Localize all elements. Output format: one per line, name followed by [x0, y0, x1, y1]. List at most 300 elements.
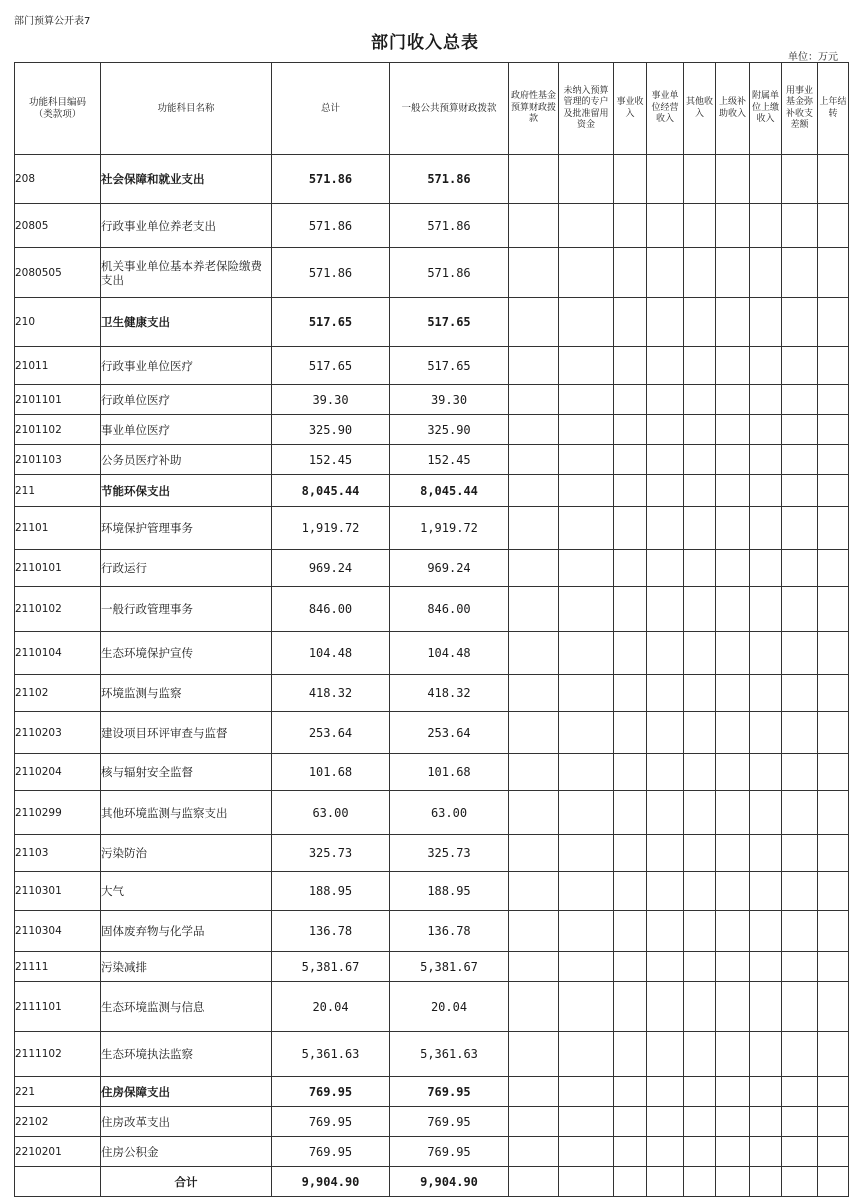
cell-empty: [647, 507, 684, 550]
col-header-subordinate-remit: 附属单位上缴收入: [750, 63, 782, 155]
cell-empty: [559, 952, 614, 982]
cell-code: 211: [15, 475, 101, 507]
cell-name: 住房保障支出: [101, 1077, 272, 1107]
cell-empty: [684, 1137, 716, 1167]
cell-empty: [509, 1107, 559, 1137]
col-header-operating-income: 事业单位经营收入: [647, 63, 684, 155]
page-title: 部门收入总表: [371, 33, 479, 53]
cell-empty: [750, 550, 782, 587]
table-row: [15, 712, 849, 754]
cell-empty: [509, 675, 559, 712]
cell-general-budget: 846.00: [390, 587, 509, 632]
cell-empty: [647, 712, 684, 754]
cell-total: 571.86: [272, 155, 390, 204]
cell-empty: [818, 1107, 849, 1137]
table-row: [15, 550, 849, 587]
cell-empty: [782, 385, 818, 415]
cell-name: 行政单位医疗: [101, 385, 272, 415]
cell-empty: [614, 248, 647, 298]
cell-empty: [684, 347, 716, 385]
cell-general-budget: 969.24: [390, 550, 509, 587]
cell-empty: [684, 445, 716, 475]
income-summary-table: [14, 62, 849, 1197]
cell-empty: [750, 632, 782, 675]
cell-total: 1,919.72: [272, 507, 390, 550]
cell-empty: [614, 347, 647, 385]
cell-empty: [782, 475, 818, 507]
cell-total: 5,381.67: [272, 952, 390, 982]
cell-total: 325.73: [272, 835, 390, 872]
cell-empty: [509, 952, 559, 982]
cell-empty: [614, 550, 647, 587]
cell-general-budget: 152.45: [390, 445, 509, 475]
cell-empty: [818, 155, 849, 204]
cell-empty: [559, 632, 614, 675]
cell-empty: [716, 587, 750, 632]
cell-empty: [782, 1137, 818, 1167]
cell-empty: [716, 475, 750, 507]
cell-empty: [750, 712, 782, 754]
cell-name: 公务员医疗补助: [101, 445, 272, 475]
cell-empty: [614, 712, 647, 754]
cell-empty: [509, 347, 559, 385]
cell-total: 846.00: [272, 587, 390, 632]
cell-empty: [782, 791, 818, 835]
cell-empty: [509, 791, 559, 835]
cell-empty: [647, 791, 684, 835]
cell-empty: [509, 587, 559, 632]
cell-empty: [559, 1032, 614, 1077]
cell-empty: [818, 347, 849, 385]
cell-empty: [782, 1032, 818, 1077]
cell-code: 2080505: [15, 248, 101, 298]
cell-empty: [716, 385, 750, 415]
cell-empty: [750, 445, 782, 475]
cell-empty: [716, 982, 750, 1032]
cell-total: 571.86: [272, 204, 390, 248]
cell-empty: [509, 204, 559, 248]
table-row: [15, 911, 849, 952]
cell-empty: [559, 475, 614, 507]
cell-empty: [782, 248, 818, 298]
cell-empty: [782, 675, 818, 712]
cell-empty: [818, 791, 849, 835]
cell-empty: [818, 475, 849, 507]
cell-empty: [818, 872, 849, 911]
cell-empty: [716, 952, 750, 982]
col-header-superior-subsidy: 上级补助收入: [716, 63, 750, 155]
cell-empty: [684, 982, 716, 1032]
cell-empty: [716, 248, 750, 298]
cell-empty: [647, 754, 684, 791]
cell-empty: [614, 475, 647, 507]
table-row: [15, 835, 849, 872]
cell-empty: [782, 445, 818, 475]
cell-empty: [782, 1077, 818, 1107]
cell-empty: [716, 1167, 750, 1197]
cell-name: 生态环境监测与信息: [101, 982, 272, 1032]
cell-total: 8,045.44: [272, 475, 390, 507]
col-header-business-fund: 用事业基金弥补收支差额: [782, 63, 818, 155]
cell-empty: [818, 385, 849, 415]
cell-empty: [614, 911, 647, 952]
cell-empty: [614, 835, 647, 872]
cell-empty: [716, 754, 750, 791]
cell-code: 2111101: [15, 982, 101, 1032]
cell-empty: [684, 712, 716, 754]
cell-code: 21111: [15, 952, 101, 982]
cell-empty: [647, 550, 684, 587]
cell-empty: [750, 872, 782, 911]
cell-name: 行政运行: [101, 550, 272, 587]
cell-total: 152.45: [272, 445, 390, 475]
cell-empty: [818, 1077, 849, 1107]
cell-code: 208: [15, 155, 101, 204]
cell-empty: [684, 952, 716, 982]
cell-general-budget: 769.95: [390, 1077, 509, 1107]
cell-empty: [559, 415, 614, 445]
cell-empty: [614, 507, 647, 550]
cell-empty: [684, 754, 716, 791]
cell-general-budget: 188.95: [390, 872, 509, 911]
cell-empty: [716, 155, 750, 204]
cell-empty: [782, 835, 818, 872]
cell-empty: [614, 155, 647, 204]
table-row: [15, 754, 849, 791]
cell-empty: [750, 1107, 782, 1137]
cell-empty: [818, 507, 849, 550]
cell-empty: [782, 1167, 818, 1197]
cell-total: 571.86: [272, 248, 390, 298]
cell-empty: [684, 675, 716, 712]
cell-empty: [750, 791, 782, 835]
cell-general-budget: 101.68: [390, 754, 509, 791]
cell-name: 事业单位医疗: [101, 415, 272, 445]
cell-empty: [818, 248, 849, 298]
cell-empty: [716, 675, 750, 712]
table-row: [15, 1032, 849, 1077]
cell-empty: [509, 712, 559, 754]
cell-empty: [684, 415, 716, 445]
cell-empty: [614, 791, 647, 835]
table-row: [15, 952, 849, 982]
cell-empty: [559, 298, 614, 347]
table-row: [15, 475, 849, 507]
cell-empty: [509, 1167, 559, 1197]
table-row: [15, 632, 849, 675]
cell-empty: [750, 1077, 782, 1107]
cell-empty: [559, 155, 614, 204]
cell-general-budget: 136.78: [390, 911, 509, 952]
cell-total: 769.95: [272, 1137, 390, 1167]
cell-empty: [614, 872, 647, 911]
cell-empty: [750, 587, 782, 632]
cell-code: 21103: [15, 835, 101, 872]
cell-name: 一般行政管理事务: [101, 587, 272, 632]
cell-empty: [716, 1107, 750, 1137]
cell-empty: [818, 911, 849, 952]
cell-empty: [509, 415, 559, 445]
cell-code: 2101103: [15, 445, 101, 475]
cell-total: 517.65: [272, 298, 390, 347]
cell-empty: [716, 507, 750, 550]
cell-empty: [684, 1077, 716, 1107]
cell-empty: [614, 587, 647, 632]
cell-code: 2110104: [15, 632, 101, 675]
cell-total: 136.78: [272, 911, 390, 952]
cell-name: 住房公积金: [101, 1137, 272, 1167]
cell-empty: [750, 204, 782, 248]
cell-total: 63.00: [272, 791, 390, 835]
cell-general-budget: 5,381.67: [390, 952, 509, 982]
cell-empty: [684, 791, 716, 835]
table-row: [15, 204, 849, 248]
table-row: [15, 1137, 849, 1167]
table-row: [15, 445, 849, 475]
cell-empty: [750, 675, 782, 712]
cell-empty: [559, 1137, 614, 1167]
cell-total: 769.95: [272, 1077, 390, 1107]
cell-empty: [559, 835, 614, 872]
cell-empty: [782, 754, 818, 791]
cell-code: 2110304: [15, 911, 101, 952]
cell-general-budget: 571.86: [390, 204, 509, 248]
cell-general-budget: 63.00: [390, 791, 509, 835]
cell-empty: [509, 385, 559, 415]
total-label: 合计: [101, 1167, 272, 1197]
cell-empty: [750, 1137, 782, 1167]
cell-empty: [614, 952, 647, 982]
cell-empty: [716, 445, 750, 475]
cell-empty: [684, 1032, 716, 1077]
cell-empty: [614, 385, 647, 415]
cell-total: 253.64: [272, 712, 390, 754]
cell-empty: [509, 248, 559, 298]
table-row: [15, 1077, 849, 1107]
cell-code: 2110204: [15, 754, 101, 791]
form-number: 部门预算公开表7: [14, 16, 91, 27]
cell-empty: [716, 1137, 750, 1167]
cell-empty: [782, 712, 818, 754]
cell-empty: [818, 675, 849, 712]
cell-empty: [684, 507, 716, 550]
cell-empty: [559, 550, 614, 587]
col-header-other-income: 其他收入: [684, 63, 716, 155]
cell-empty: [818, 754, 849, 791]
cell-empty: [647, 155, 684, 204]
cell-empty: [818, 1137, 849, 1167]
cell-empty: [750, 754, 782, 791]
cell-empty: [684, 204, 716, 248]
cell-empty: [818, 550, 849, 587]
cell-empty: [684, 1107, 716, 1137]
cell-general-budget: 769.95: [390, 1137, 509, 1167]
cell-empty: [509, 298, 559, 347]
cell-general-budget: 769.95: [390, 1107, 509, 1137]
cell-empty: [509, 982, 559, 1032]
cell-name: 环境保护管理事务: [101, 507, 272, 550]
total-value: 9,904.90: [272, 1167, 390, 1197]
table-row: [15, 791, 849, 835]
cell-name: 生态环境保护宣传: [101, 632, 272, 675]
cell-total: 39.30: [272, 385, 390, 415]
cell-empty: [647, 632, 684, 675]
cell-empty: [782, 415, 818, 445]
cell-name: 节能环保支出: [101, 475, 272, 507]
cell-empty: [559, 791, 614, 835]
cell-name: 环境监测与监察: [101, 675, 272, 712]
cell-empty: [614, 1077, 647, 1107]
cell-empty: [647, 911, 684, 952]
cell-empty: [782, 632, 818, 675]
cell-name: 污染减排: [101, 952, 272, 982]
cell-empty: [684, 835, 716, 872]
cell-empty: [559, 1077, 614, 1107]
cell-code: [15, 1167, 101, 1197]
cell-empty: [716, 835, 750, 872]
cell-total: 769.95: [272, 1107, 390, 1137]
cell-name: 行政事业单位养老支出: [101, 204, 272, 248]
cell-empty: [509, 550, 559, 587]
cell-name: 建设项目环评审查与监督: [101, 712, 272, 754]
cell-empty: [647, 982, 684, 1032]
cell-empty: [647, 587, 684, 632]
cell-empty: [818, 415, 849, 445]
header-row: [15, 63, 849, 155]
cell-empty: [684, 911, 716, 952]
cell-name: 行政事业单位医疗: [101, 347, 272, 385]
cell-empty: [818, 1032, 849, 1077]
cell-code: 2110203: [15, 712, 101, 754]
cell-empty: [818, 835, 849, 872]
cell-general-budget: 1,919.72: [390, 507, 509, 550]
cell-general-budget: 39.30: [390, 385, 509, 415]
cell-empty: [716, 550, 750, 587]
cell-code: 21102: [15, 675, 101, 712]
cell-empty: [559, 385, 614, 415]
cell-empty: [647, 872, 684, 911]
cell-empty: [614, 1167, 647, 1197]
cell-empty: [559, 204, 614, 248]
cell-empty: [750, 982, 782, 1032]
unit-label: 单位：万元: [788, 52, 838, 63]
cell-empty: [818, 587, 849, 632]
cell-empty: [750, 1167, 782, 1197]
cell-empty: [684, 155, 716, 204]
cell-empty: [716, 791, 750, 835]
cell-code: 2210201: [15, 1137, 101, 1167]
cell-empty: [684, 298, 716, 347]
cell-empty: [716, 298, 750, 347]
cell-empty: [559, 587, 614, 632]
cell-empty: [614, 298, 647, 347]
cell-name: 其他环境监测与监察支出: [101, 791, 272, 835]
cell-empty: [647, 475, 684, 507]
cell-empty: [750, 347, 782, 385]
cell-empty: [509, 1077, 559, 1107]
cell-empty: [684, 632, 716, 675]
cell-empty: [614, 1107, 647, 1137]
cell-code: 221: [15, 1077, 101, 1107]
cell-empty: [647, 952, 684, 982]
table-row: [15, 347, 849, 385]
cell-general-budget: 571.86: [390, 155, 509, 204]
cell-empty: [782, 507, 818, 550]
cell-code: 2110102: [15, 587, 101, 632]
table-row: [15, 155, 849, 204]
cell-empty: [716, 911, 750, 952]
col-header-special-account: 未纳入预算管理的专户及批准留用资金: [559, 63, 614, 155]
cell-empty: [782, 982, 818, 1032]
cell-empty: [614, 1032, 647, 1077]
cell-empty: [818, 204, 849, 248]
table-row: [15, 415, 849, 445]
cell-empty: [559, 675, 614, 712]
cell-empty: [750, 248, 782, 298]
cell-empty: [614, 1137, 647, 1167]
cell-general-budget: 20.04: [390, 982, 509, 1032]
cell-empty: [782, 1107, 818, 1137]
cell-empty: [559, 445, 614, 475]
cell-empty: [818, 1167, 849, 1197]
cell-empty: [750, 385, 782, 415]
cell-empty: [509, 475, 559, 507]
cell-empty: [782, 347, 818, 385]
cell-name: 固体废弃物与化学品: [101, 911, 272, 952]
cell-total: 325.90: [272, 415, 390, 445]
total-general-budget: 9,904.90: [390, 1167, 509, 1197]
cell-empty: [559, 911, 614, 952]
cell-code: 21011: [15, 347, 101, 385]
cell-empty: [614, 982, 647, 1032]
cell-total: 188.95: [272, 872, 390, 911]
cell-total: 418.32: [272, 675, 390, 712]
cell-empty: [647, 347, 684, 385]
cell-name: 卫生健康支出: [101, 298, 272, 347]
cell-empty: [559, 872, 614, 911]
cell-code: 2101101: [15, 385, 101, 415]
cell-empty: [782, 952, 818, 982]
cell-empty: [716, 347, 750, 385]
col-header-code: 功能科目编码（类款项）: [15, 63, 101, 155]
cell-empty: [716, 632, 750, 675]
table-row: [15, 982, 849, 1032]
cell-empty: [647, 248, 684, 298]
cell-empty: [614, 204, 647, 248]
cell-empty: [684, 248, 716, 298]
cell-empty: [750, 1032, 782, 1077]
cell-empty: [509, 872, 559, 911]
cell-empty: [614, 754, 647, 791]
cell-empty: [782, 911, 818, 952]
cell-general-budget: 517.65: [390, 347, 509, 385]
cell-empty: [716, 712, 750, 754]
cell-name: 机关事业单位基本养老保险缴费支出: [101, 248, 272, 298]
cell-empty: [509, 1137, 559, 1167]
cell-empty: [818, 298, 849, 347]
cell-name: 大气: [101, 872, 272, 911]
cell-empty: [716, 1032, 750, 1077]
cell-total: 517.65: [272, 347, 390, 385]
cell-code: 210: [15, 298, 101, 347]
col-header-name: 功能科目名称: [101, 63, 272, 155]
table-row: [15, 507, 849, 550]
cell-empty: [750, 507, 782, 550]
cell-empty: [716, 204, 750, 248]
total-row: [15, 1167, 849, 1197]
cell-empty: [782, 204, 818, 248]
cell-total: 101.68: [272, 754, 390, 791]
